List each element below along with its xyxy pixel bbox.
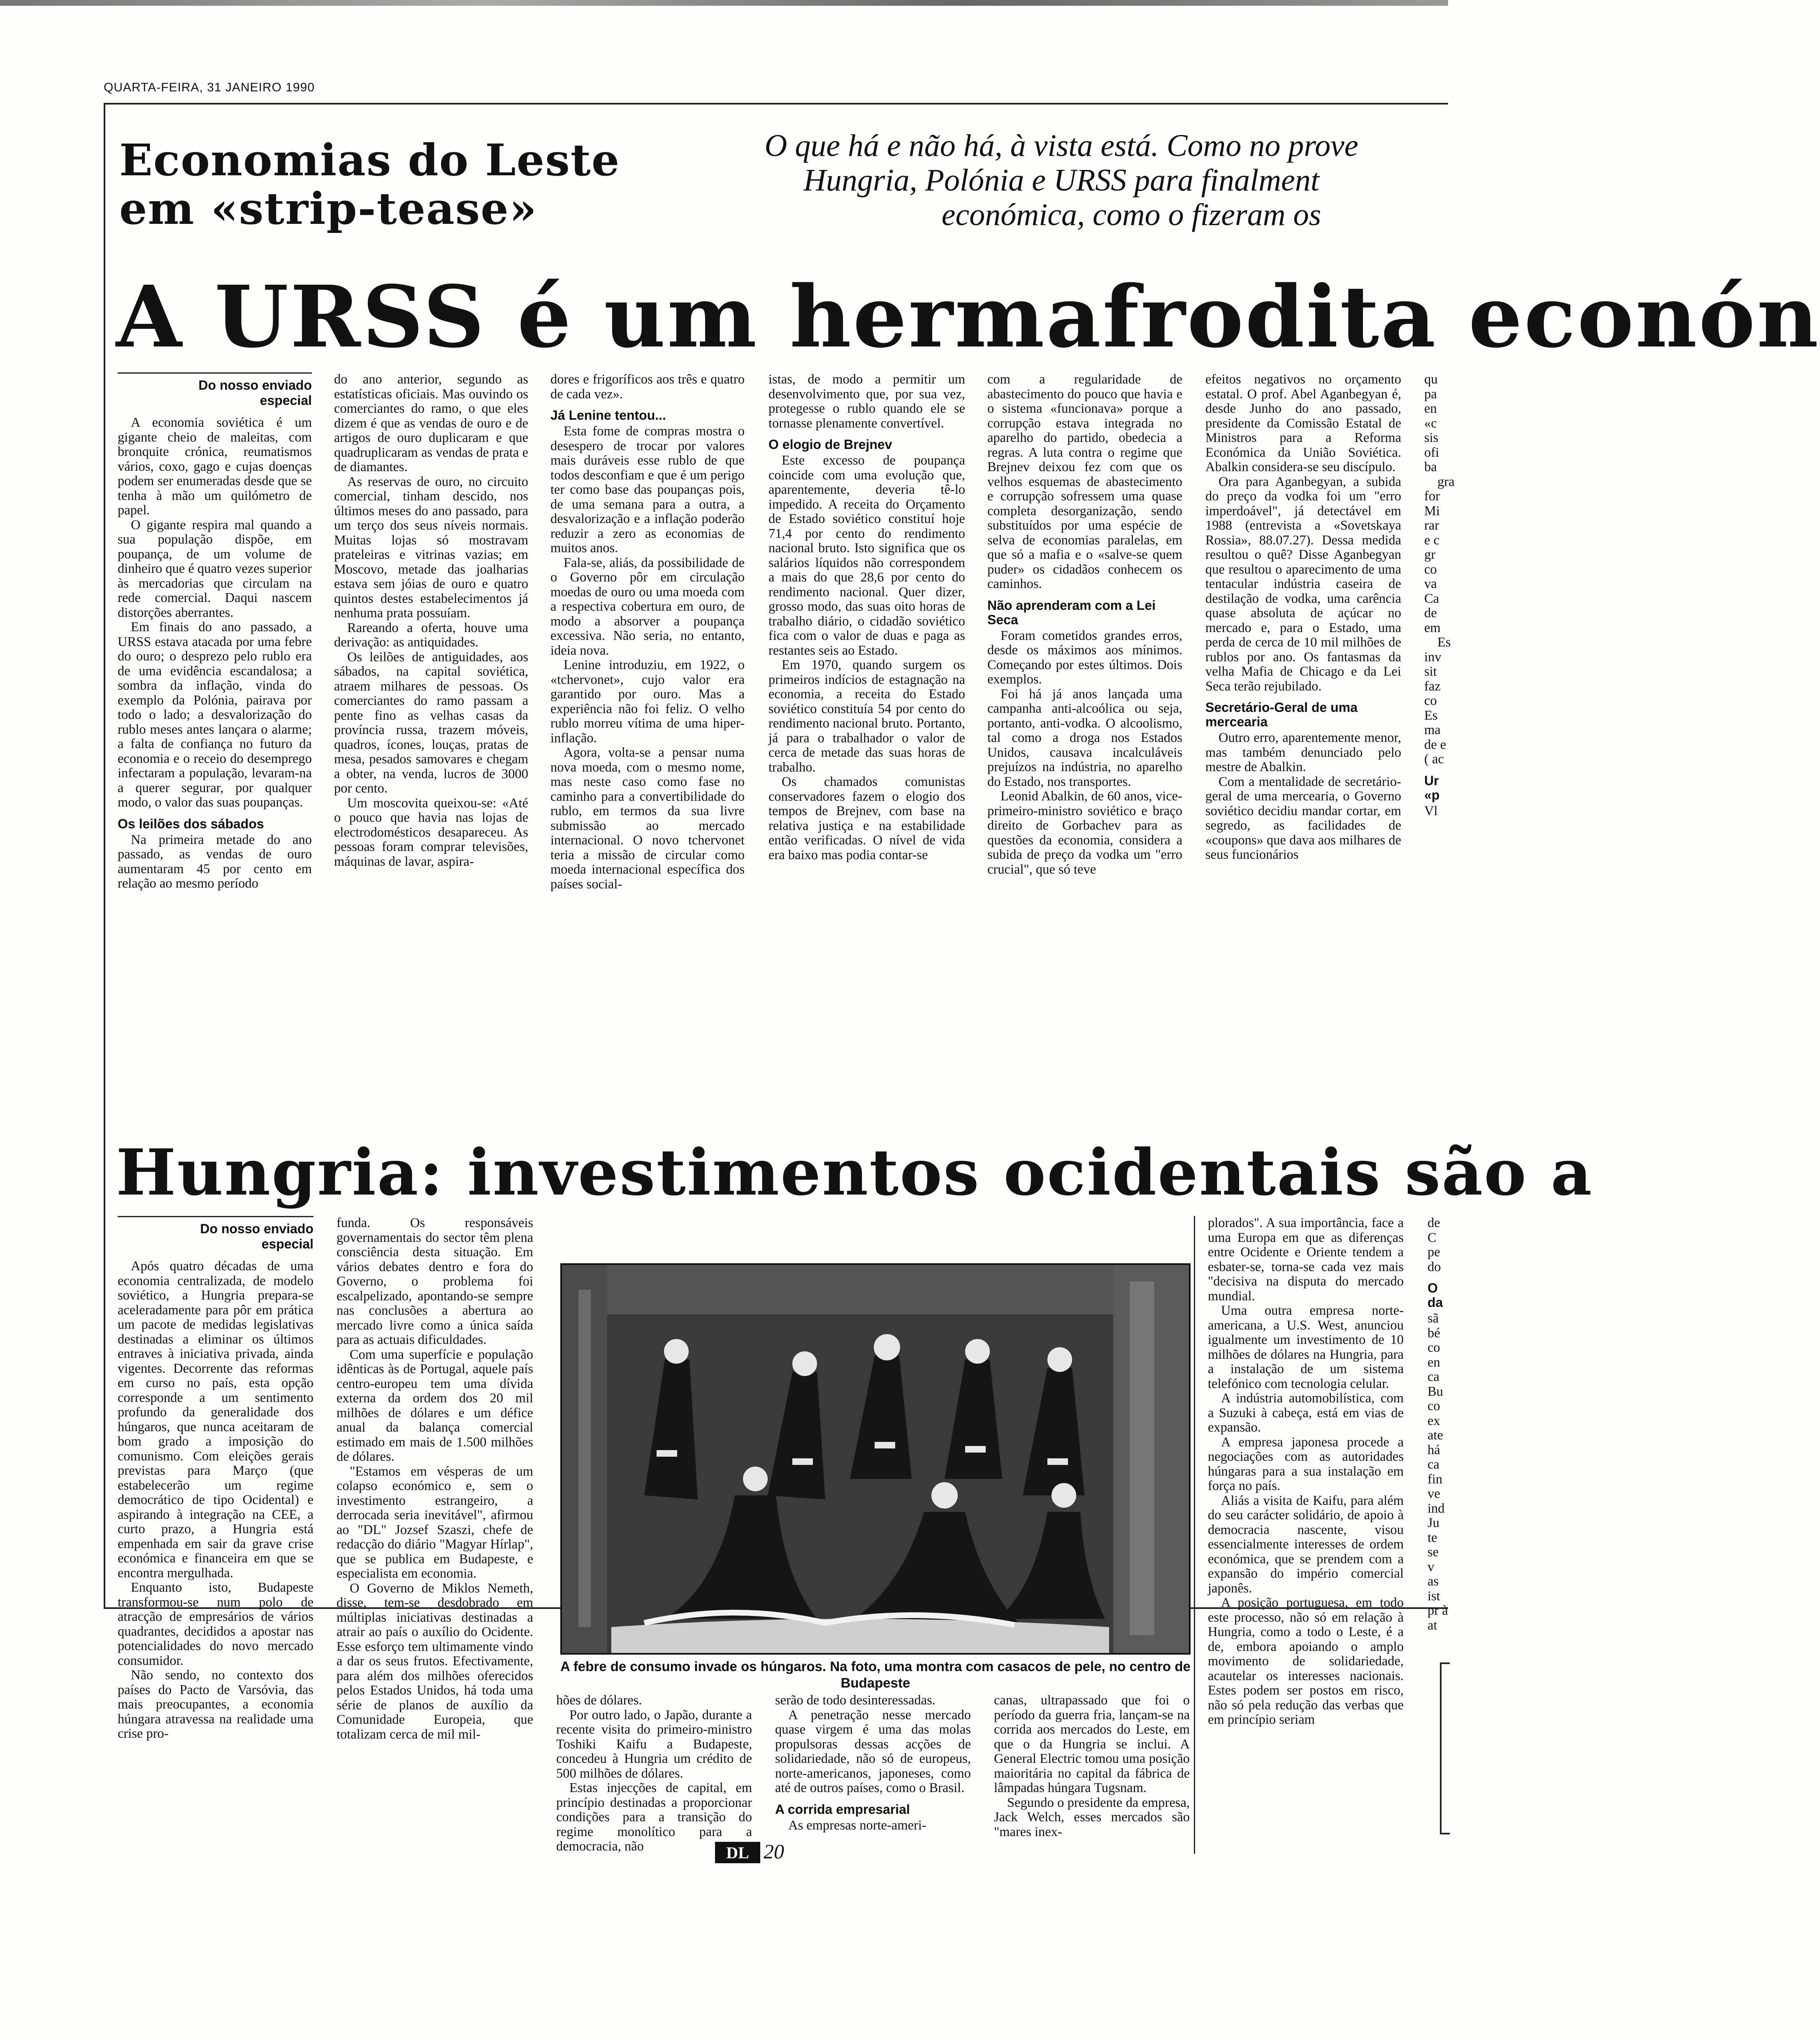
paragraph: at xyxy=(1428,1618,1437,1633)
paragraph: Estas injecções de capital, em princípio destinadas a proporcionar condições para a transição do regime monolítico para a democracia, não xyxy=(556,1781,752,1854)
subheading: Já Lenine tentou... xyxy=(550,408,666,423)
frame-left-rule xyxy=(104,103,105,1608)
story1-column-4 xyxy=(768,372,965,1060)
paragraph: com a regularidade de abastecimento do pouco que havia e o sistema «funcionava» porque a corrupção estava integrada no aparelho do partido, obedecia a regras. A luta contra o regime que Brejnev deixou fez com que os velhos esquemas de abastecimento e corrupção sofressem uma quase completa desorganização, sendo substituídos por uma espécie de selva de economias paralelas, em que só a mafia e o «salve-se quem puder» os cidadãos conhecem os caminhos. xyxy=(987,372,1182,591)
paragraph: Foram cometidos grandes erros, desde os máximos aos mínimos. Começando por estes últimos. Dois exemplos. xyxy=(987,628,1182,687)
paragraph: plorados". A sua importância, face a uma Europa em que as diferenças entre Ocidente e Oriente tendem a esbater-se, torna-se cada vez mais "decisiva na disputa do mercado mundial. xyxy=(1208,1216,1404,1304)
paragraph: Ora para Aganbegyan, a subida do preço da vodka foi um "erro imperdoável", já detectável em 1988 (entrevista a «Sovetskaya Rossia», 88.07.27). Dessa medida resultou o quê? Disse Aganbegyan que resultou o aparecimento de uma tentacular indústria caseira de destilação de vodka, uma carência quase absoluta de açúcar no mercado e, para o Estado, uma perda de cerca de 10 mil milhões de rublos por ano. Os fantasmas da velha Mafia de Chicago e da Lei Seca terão rejubilado. xyxy=(1205,474,1401,694)
story2-column-4 xyxy=(775,1693,971,1850)
story2-column-5 xyxy=(994,1693,1190,1850)
paragraph: Segundo o presidente da empresa, Jack Welch, esses mercados são "mares inex- xyxy=(994,1795,1190,1839)
story1-column-2 xyxy=(334,372,528,1060)
story1-column-7-cut xyxy=(1424,372,1455,1060)
dl-masthead-logo-icon xyxy=(715,1842,760,1865)
boxed-insert-edge xyxy=(1440,1662,1450,1834)
deck-line-2: Hungria, Polónia e URSS para finalment xyxy=(803,163,1319,198)
paragraph: Esta fome de compras mostra o desespero de trocar por valores mais duráveis esse rublo de que todos desconfiam e que é um perigo ter como base das poupanças pois, de uma semana para a outra, a desvalorização e a inflação poderão reduzir a zero as economias de muitos anos. xyxy=(550,424,745,556)
story2-column-1 xyxy=(118,1216,313,1741)
paragraph: Por outro lado, o Japão, durante a recente visita do primeiro-ministro Toshiki Kaifu a Budapeste, concedeu à Hungria um crédito de 500 milhões de dólares. xyxy=(556,1707,752,1781)
story1-column-5-text xyxy=(987,372,1182,877)
paragraph: Não sendo, no contexto dos países do Pacto de Varsóvia, das mais preocupantes, a economia húngara atravessa na realidade uma crise pro- xyxy=(118,1668,313,1741)
story1-byline xyxy=(118,372,312,408)
column-rule xyxy=(1194,1216,1195,1854)
paragraph: A empresa japonesa procede a negociações com as autoridades húngaras para a sua instalação em força no país. xyxy=(1208,1434,1404,1493)
paragraph: Em finais do ano passado, a URSS estava atacada por uma febre do ouro; o desprezo pelo rublo era de uma evidência escandalosa; a sombra da inflação, vinda do exemplo da Polónia, pairava por todo o lado; a desvalorização do rublo meses antes lançara o alarme; a falta de confiança no futuro da economia e o receio do desemprego infectaram a população, levaram-na a querer segurar, por qualquer modo, o valor das suas poupanças. xyxy=(118,620,312,810)
paragraph: de C pe do xyxy=(1428,1216,1441,1274)
paragraph: dores e frigoríficos aos três e quatro de cada vez». xyxy=(550,372,745,402)
paragraph: Na primeira metade do ano passado, as vendas de ouro aumentaram 45 por cento em relação ao mesmo período xyxy=(118,832,312,891)
story2-column-4-text xyxy=(775,1693,971,1833)
story2-byline xyxy=(118,1216,313,1252)
paragraph: A indústria automobilística, com a Suzuki à cabeça, está em vias de expansão. xyxy=(1208,1391,1404,1435)
paragraph: O Governo de Miklos Nemeth, disse, tem-se desdobrado em múltiplas iniciativas destinadas a atrair ao país o auxílio do Ocidente. Esse esforço tem ultimamente vindo a dar os seus frutos. Efectivamente, para além dos milhões oferecidos pelos Estados Unidos, há toda uma série de planos de auxílio da Comunidade Europeia, que totalizam cerca de mil mil- xyxy=(337,1581,533,1742)
paragraph: Com a mentalidade de secretário-geral de uma mercearia, o Governo soviético decidiu mandar cortar, em segredo, as facilidades de «coupons» que dava aos milhares de seus funcionários xyxy=(1205,774,1401,862)
byline-line-2: especial xyxy=(260,393,312,408)
paragraph: sã bé co en ca Bu co ex ate há ca fin ve ind Ju te se v xyxy=(1428,1311,1445,1574)
paragraph: Agora, volta-se a pensar numa nova moeda, com o mesmo nome, mas neste caso como fase no caminho para a convertibilidade do rublo, em termos da sua livre submissão ao mercado internacional. O novo tchervonet teria a missão de circular como moeda internacional específica dos países social- xyxy=(550,745,745,892)
fur-coats-photo xyxy=(560,1263,1191,1655)
paragraph: Vl xyxy=(1424,803,1438,818)
story1-column-6-text xyxy=(1205,372,1401,862)
story1-column-7-text xyxy=(1424,372,1455,818)
story1-column-3-text xyxy=(550,372,745,892)
byline-line-1: Do nosso enviado xyxy=(200,1221,313,1236)
story2-column-2-text xyxy=(337,1216,533,1742)
paragraph: Após quatro décadas de uma economia centralizada, de modelo soviético, a Hungria prepara-se aceleradamente para pôr em prática um pacote de medidas legislativas destinadas a eliminar os últimos entraves à iniciativa privada, ainda vigentes. Decorrente das reformas em curso no país, esta opção corresponde a um sentimento profundo da generalidade dos húngaros, que nunca aceitaram de bom grado a imposição do comunismo. Com eleições gerais previstas para Março (que estabelecerão um regime democrático de tipo Ocidental) e aspirando à integração na CEE, a curto prazo, a Hungria está empenhada em sair da grave crise económica e financeira em que se encontra mergulhada. xyxy=(118,1259,313,1581)
kicker-line-1: Economias do Leste xyxy=(119,134,620,186)
paragraph: canas, ultrapassado que foi o período da guerra fria, lançam-se na corrida aos mercados do Leste, em que o da Hungria se inclui. A General Electric tomou uma posição maioritária no capital da fábrica de lâmpadas húngara Tugsnam. xyxy=(994,1693,1190,1795)
dateline: QUARTA-FEIRA, 31 JANEIRO 1990 xyxy=(104,81,315,94)
story1-column-1 xyxy=(118,372,312,1060)
paragraph: as ist pr à xyxy=(1428,1574,1448,1618)
paragraph: Outro erro, aparentemente menor, mas também denunciado pelo mestre de Abalkin. xyxy=(1205,730,1401,774)
paragraph: hões de dólares. xyxy=(556,1693,642,1708)
kicker-line-2: em «strip-tease» xyxy=(119,183,538,234)
frame-top-rule xyxy=(104,103,1448,105)
paragraph: Leonid Abalkin, de 60 anos, vice-primeiro-ministro soviético e braço direito de Gorbachev para as questões da economia, considera a subida de preço da vodka um "erro crucial", que só teve xyxy=(987,789,1182,877)
paragraph: A economia soviética é um gigante cheio de maleitas, com bronquite crónica, reumatismos vários, coxo, gago e cujas doenças podem ser enumeradas desde que se tenha à mão um quilómetro de papel. xyxy=(118,415,312,518)
paragraph: Com uma superfície e população idênticas às de Portugal, aquele país centro-europeu tem uma dívida externa da ordem dos 20 mil milhões de dólares e um défice anual da balança comercial estimado em mais de 1.500 milhões de dólares. xyxy=(337,1347,533,1464)
page-number: 20 xyxy=(764,1840,784,1863)
logo-text: DL xyxy=(726,1843,749,1862)
paragraph: Fala-se, aliás, da possibilidade de o Governo pôr em circulação moedas de ouro ou uma moeda com a respectiva cobertura em ouro, de modo a absorver a poupança excessiva. Não seria, no entanto, ideia nova. xyxy=(550,555,745,658)
story1-headline: A URSS é um hermafrodita econón xyxy=(116,267,1820,367)
subheading: A corrida empresarial xyxy=(775,1802,910,1817)
paragraph: Os leilões de antiguidades, aos sábados, na capital soviética, atraem milhares de pessoas. Os comerciantes do ramo passam a pente fino as velhas casas da província russa, trazem móveis, quadros, ícones, louças, pratas de mesa, pesados samovares e chegam a obter, na venda, lucros de 3000 por cento. xyxy=(334,649,528,796)
paragraph: serão de todo desinteressadas. xyxy=(775,1693,936,1708)
paragraph: Aliás a visita de Kaifu, para além do seu carácter solidário, de apoio à democracia nascente, visou essencialmente interesses de ordem económica, que se prendem com a expansão do império comercial japonês. xyxy=(1208,1493,1404,1596)
paragraph: As empresas norte-ameri- xyxy=(788,1818,926,1833)
story1-column-6 xyxy=(1205,372,1401,1060)
paragraph: Enquanto isto, Budapeste transformou-se num polo de atracção de empresários de vários quadrantes, decididos a apostar nas potencialidades do novo mercado consumidor. xyxy=(118,1580,313,1668)
paragraph: A penetração nesse mercado quase virgem é uma das molas propulsoras dessas acções de solidariedade, não só de europeus, norte-americanos, japoneses, como até de outros países, como o Brasil. xyxy=(775,1707,971,1795)
paragraph: do ano anterior, segundo as estatísticas oficiais. Mas ouvindo os comerciantes do ramo, o que eles dizem é que as vendas de ouro e de artigos de ouro duplicaram e que quadruplicaram as vendas de prata e de diamantes. xyxy=(334,372,528,474)
paragraph: Em 1970, quando surgem os primeiros indícios de estagnação na economia, a receita do Estado soviético constituía 54 por cento do rendimento nacional bruto. Portanto, já para o trabalhador o valor de cerca de metade das suas horas de trabalho. xyxy=(768,658,965,775)
paragraph: Rareando a oferta, houve uma derivação: as antiquidades. xyxy=(334,620,528,650)
paragraph: Es inv sit faz co Es ma de e ( ac xyxy=(1424,635,1451,767)
story1-column-3 xyxy=(550,372,745,1060)
story2-column-6-text xyxy=(1208,1216,1404,1727)
paragraph: Este excesso de poupança coincide com uma evolução que, aparentemente, deveria tê-lo impedido. A receita do Orçamento de Estado soviético constituí hoje 71,4 por cento do rendimento nacional bruto. Isto significa que os salários líquidos não correspondem a mais do que 28,6 por cento do rendimento nacional. Quer dizer, grosso modo, das suas oito horas de trabalho diário, o cidadão soviético fica com o valor de duas e paga as restantes seis ao Estado. xyxy=(768,453,965,658)
story1-column-5 xyxy=(987,372,1182,1060)
story2-column-2 xyxy=(337,1216,533,1742)
story2-column-1-text xyxy=(118,1259,313,1741)
subheading: Ur «p xyxy=(1424,773,1440,802)
section-deck xyxy=(675,128,1448,232)
byline-line-1: Do nosso enviado xyxy=(198,378,312,393)
paragraph: qu pa en «c sis ofi ba xyxy=(1424,372,1439,474)
paragraph: As reservas de ouro, no circuito comercial, tinham descido, nos últimos meses do ano passado, para um terço dos seus níveis normais. Muitas lojas só mostravam prateleiras e vitrinas vazias; em Moscovo, metade das joalharias estava sem jóias de ouro e quatro quintos destes estabelecimentos já nenhuma prata possuíam. xyxy=(334,474,528,621)
fur-coats-shop-window-photo-icon xyxy=(562,1265,1189,1653)
paragraph: istas, de modo a permitir um desenvolvimento que, por sua vez, protegesse o rublo quando ele se tornasse plenamente convertível. xyxy=(768,372,965,431)
subheading: O elogio de Brejnev xyxy=(768,437,892,452)
story2-column-5-text xyxy=(994,1693,1190,1839)
story1-column-4-text xyxy=(768,372,965,862)
scan-edge xyxy=(0,0,1448,6)
subheading: O da xyxy=(1428,1281,1443,1310)
paragraph: Lenine introduziu, em 1922, o «tchervonet», cujo valor era garantido por ouro. Mas a experiência não foi feliz. O velho rublo morreu vítima de uma hiper-inflação. xyxy=(550,658,745,746)
paragraph: Os chamados comunistas conservadores fazem o elogio dos tempos de Brejnev, com base na relativa justiça e na estabilidade então verificadas. O nível de vida era baixo mas podia contar-se xyxy=(768,774,965,862)
story1-column-2-text xyxy=(334,372,528,869)
paragraph: gra for Mi rar e c gr co va Ca de em xyxy=(1424,474,1455,635)
story2-column-3-text xyxy=(556,1693,752,1854)
paragraph: "Estamos em vésperas de um colapso económico e, sem o investimento estrangeiro, a derrocada seria inevitável", afirmou ao "DL" Jozsef Szaszi, chefe de redacção do diário "Magyar Hírlap", que se publica em Budapeste, e especialista em economia. xyxy=(337,1464,533,1581)
subheading: Não aprenderam com a Lei Seca xyxy=(987,597,1156,627)
paragraph: funda. Os responsáveis governamentais do sector têm plena consciência desta situação. Em vários debates dentro e fora do Governo, o problema foi escalpelizado, apontando-se sempre nas conclusões a abertura ao mercado livre como a única saída para as actuais dificuldades. xyxy=(337,1216,533,1347)
paragraph: O gigante respira mal quando a sua população dispõe, em poupança, de um volume de dinheiro que é quatro vezes superior às mercadorias que circulam na rede comercial. Daqui nascem distorções aberrantes. xyxy=(118,517,312,620)
paragraph: Uma outra empresa norte-americana, a U.S. West, anunciou igualmente um investimento de 10 milhões de dólares na Hungria, para a instalação de um sistema telefónico com tecnologia celular. xyxy=(1208,1303,1404,1391)
paragraph: A posição portuguesa, em todo este processo, não só em relação à Hungria, como a todo o Leste, é a de, embora apoiando o amplo movimento de solidariedade, acautelar os interesses nacionais. Estes podem ser postos em risco, não só pela redução das verbas que em princípio seriam xyxy=(1208,1595,1404,1727)
story2-column-6 xyxy=(1208,1216,1404,1856)
story2-headline: Hungria: investimentos ocidentais são a xyxy=(116,1135,1593,1210)
byline-line-2: especial xyxy=(261,1237,313,1251)
paragraph: Um moscovita queixou-se: «Até o pouco que havia nas lojas de electrodomésticos desapareceu. As pessoas foram comprar televisões, máquinas de lavar, aspira- xyxy=(334,795,528,869)
subheading: Os leilões dos sábados xyxy=(118,816,264,831)
paragraph: Foi há já anos lançada uma campanha anti-alcoólica ou seja, portanto, anti-vodka. O alcoolismo, tal como a droga nos Estados Unidos, causava incalculáveis prejuízos na indústria, no aparelho do Estado, nos transportes. xyxy=(987,686,1182,789)
deck-line-3: económica, como o fizeram os xyxy=(941,198,1321,232)
deck-line-1: O que há e não há, à vista está. Como no prove xyxy=(764,128,1358,163)
subheading: Secretário-Geral de uma mercearia xyxy=(1205,700,1358,729)
section-kicker xyxy=(119,136,625,233)
story1-column-1-text xyxy=(118,416,312,891)
photo-caption: A febre de consumo invade os húngaros. Na foto, uma montra com casacos de pele, no centro de Budapeste xyxy=(560,1659,1191,1690)
paragraph: efeitos negativos no orçamento estatal. O prof. Abel Aganbegyan é, desde Junho do ano passado, presidente da Comissão Estatal de Ministros para a Reforma Económica da União Soviética. Abalkin considera-se seu discípulo. xyxy=(1205,372,1401,474)
story2-column-7-text xyxy=(1428,1216,1448,1633)
